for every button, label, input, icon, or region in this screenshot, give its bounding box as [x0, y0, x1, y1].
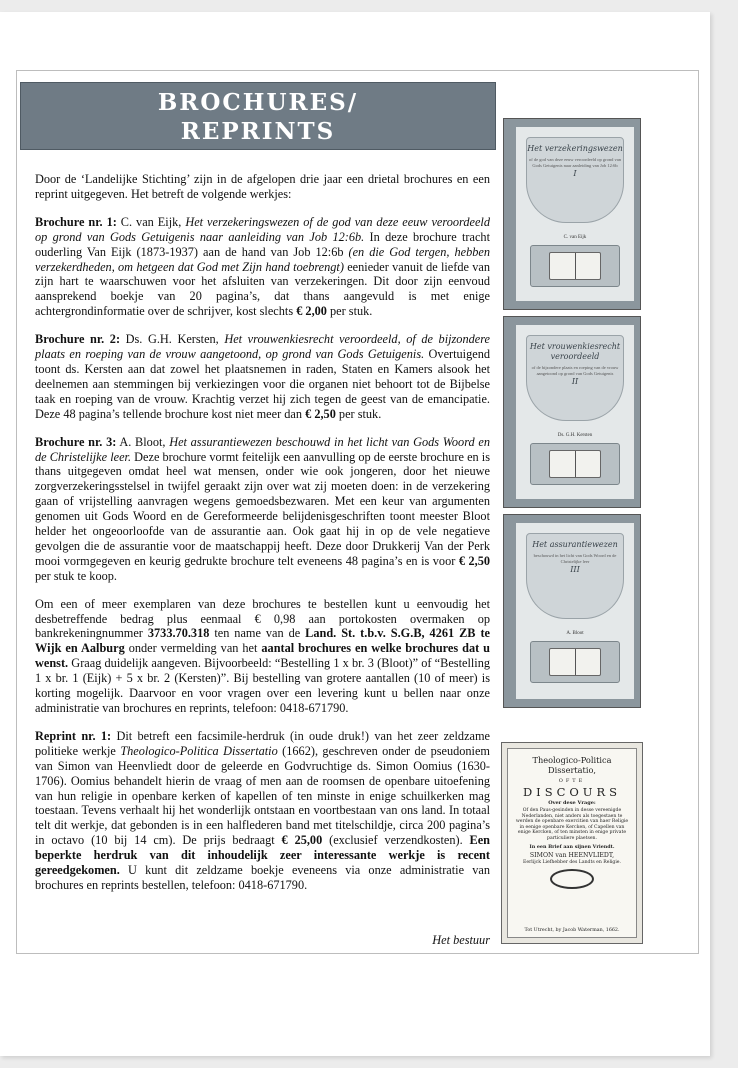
brochure-2-price: € 2,50: [305, 406, 336, 421]
brochure-1-paragraph: [35, 215, 490, 319]
brochure-1-text-3: per stuk.: [326, 304, 373, 319]
order-paragraph: [35, 597, 490, 716]
reprint-label: Reprint nr. 1:: [35, 728, 112, 743]
cover-2-numeral: II: [571, 377, 579, 386]
signature: Het bestuur: [432, 933, 490, 947]
brochure-1-author: C. van Eijk,: [116, 214, 186, 229]
title-page-line-4: Over dese Vrage:: [548, 800, 596, 806]
title-page-line-5: Of den Paus-gesinden in desse vereenigde Nederlanden, niet anders als toegestaen te werden de openbare exercitien van haer Religie in eenige openbare Kercken, of Capellen van enige Kercken, of ten minsten in enige private particuliere plaetsen.: [515, 808, 629, 841]
reprint-text: Dit betreft een facsimile-herdruk (in oude druk!) van het zeer zeldzame politieke werkje: [35, 728, 491, 758]
reprint-limited-note: Een beperkte herdruk van dit inhoudelijk zeer interessante werkje is recent gereedgekomen.: [35, 833, 491, 878]
open-bible-icon: [530, 443, 620, 485]
cover-3-title: Het assurantiewezen: [532, 540, 618, 549]
intro-paragraph: Door de ‘Landelijke Stichting’ zijn in de afgelopen drie jaar een drietal brochures en een reprint uitgegeven. Het betreft de volgende werkjes:: [35, 172, 490, 201]
brochure-3-text: Deze brochure vormt feitelijk een aanvulling op de eerste brochure en is thans uitgegeven omdat heel wat mensen, onder wie ook jongeren, door het nieuwe zorgverzekeringsstelsel in twijfel geraakt zijn over wat zij moeten doen: in de verzekering gaan of vrijstelling aanvragen wegens gemoedsbezwaren. Met een keur van argumenten genomen uit Gods Woord en de Gereformeerde belijdenisgeschriften toont meester Bloot helder het ongeoorloofde van de assurantie aan. Ook gaat hij in op de vele negatieve gevolgen die de assurantie voor de maatschappij heeft. Deze door Drukkerij Van der Perk mooi vormgegeven en keurig gedrukte brochure telt eveneens 48 pagina’s en is voor: [35, 449, 491, 568]
order-mention: aantal brochures en welke brochures dat u wenst.: [35, 641, 491, 671]
reprint-price: € 25,00: [281, 833, 323, 848]
reprint-title: Theologico-Politica Dissertatio: [120, 743, 278, 758]
cover-2-author: Ds. G.H. Kersten: [557, 433, 593, 438]
brochure-2-author: Ds. G.H. Kersten,: [120, 332, 225, 347]
reprint-text-3: (exclusief verzendkosten).: [322, 833, 470, 848]
brochure-1-price: € 2,00: [296, 304, 327, 319]
title-page-line-3: DISCOURS: [522, 785, 622, 799]
brochure-3-price: € 2,50: [458, 553, 490, 568]
open-bible-icon: [530, 641, 620, 683]
reprint-text-4: U kunt dit zeldzame boekje eveneens via onze administratie van brochures en reprints bestellen, telefoon: 0418-671790.: [35, 863, 490, 892]
cover-2-title: Het vrouwenkiesrecht veroordeeld: [529, 342, 621, 361]
cover-3-subtitle: beschouwd in het licht van Gods Woord en de Christelijke leer: [533, 553, 617, 564]
cover-2-subtitle: of de bijzondere plaats en roeping van de vrouw aangetoond op grond van Gods Getuigenis: [531, 365, 619, 376]
cover-1-title: Het verzekeringswezen: [527, 144, 623, 153]
cover-3-numeral: III: [570, 565, 580, 574]
brochure-1-label: Brochure nr. 1:: [35, 214, 117, 229]
brochure-3-cover-image: [503, 514, 641, 708]
title-page-line-2: OFTE: [558, 778, 586, 784]
order-text-4: Graag duidelijk aangeven. Bijvoorbeeld: “Bestelling 1 x br. 3 (Bloot)” of “Bestelling 1 x br. 1 (Eijk) + 5 x br. 2 (Kersten)”. Bij bestelling van grotere aantallen (10 of meer) is korting mogelijk. Daarvoor en voor vragen over een levering kunt u bellen naar onze administratie van brochures en reprints, telefoon: 0418-671790.: [35, 656, 490, 715]
brochure-1-text-2: eenieder vanuit de liefde van zijn hart te waarschuwen voor het afsluiten van verzekeringen. Dit door zijn eenvoud aansprekend boekje van 20 pagina’s, dat thans aangevuld is met enige achtergrondinformatie over de schrijver, kost slechts: [35, 259, 490, 319]
brochure-1-text: In deze brochure tracht ouderling Van Eijk (1873-1937) aan de hand van Job 12:6b: [35, 229, 490, 259]
brochure-3-title: Het assurantiewezen beschouwd in het licht van Gods Woord en de Christelijke leer.: [35, 434, 490, 464]
account-holder: Land. St. t.b.v. S.G.B, 4261 ZB te Wijk en Aalburg: [35, 626, 491, 656]
cover-shield: [526, 533, 624, 619]
order-text: Om een of meer exemplaren van deze brochures te bestellen kunt u eenvoudig het desbetreffende bedrag plus eenmaal € 0,98 aan portokosten overmaken op bankrekeningnummer: [35, 596, 490, 641]
bank-account-number: 3733.70.318: [147, 626, 210, 641]
brochure-3-label: Brochure nr. 3:: [35, 434, 117, 449]
reprint-paragraph: [35, 729, 490, 893]
cover-shield: [526, 335, 624, 421]
title-page-line-6: In een Brief aan sijnen Vriendt.: [529, 843, 615, 850]
brochure-1-title: Het verzekeringswezen of de god van deze eeuw veroordeeld op grond van Gods Getuigenis naar aanleiding van Job 12:6b.: [35, 214, 490, 244]
title-page-line-7: SIMON van HEENVLIEDT,: [529, 851, 615, 859]
heading-line-2: REPRINTS: [180, 118, 336, 145]
article-heading: [20, 82, 496, 150]
brochure-2-label: Brochure nr. 2:: [35, 332, 121, 347]
order-text-3: onder vermelding van het: [124, 641, 262, 656]
brochure-1-quote: (en die God tergen, hebben verzekerdheden, om hetgeen dat God met Zijn hand toebrengt): [35, 244, 490, 274]
cover-1-subtitle: of de god van deze eeuw veroordeeld op grond van Gods Getuigenis naar aanleiding van Job 12:6b: [528, 157, 622, 168]
brochure-2-text-2: per stuk.: [335, 406, 382, 421]
brochure-2-cover-image: [503, 316, 641, 508]
title-page-line-8: Eerlijck Liefhebber des Landts en Religie.: [523, 859, 621, 865]
article-body: [35, 172, 490, 906]
brochure-3-paragraph: [35, 435, 490, 584]
brochure-1-cover-image: [503, 118, 641, 310]
title-page-line-1: Theologico-Politica Dissertatio,: [532, 755, 612, 775]
heading-line-1: BROCHURES/: [157, 89, 359, 116]
order-text-2: ten name van de: [209, 626, 306, 641]
cover-1-numeral: I: [573, 169, 577, 178]
cover-shield: [526, 137, 624, 223]
cover-1-author: C. van Eijk: [563, 235, 587, 240]
title-page-imprint: Tot Utrecht, by Jacob Waterman, 1662.: [524, 928, 620, 933]
open-bible-icon: [530, 245, 620, 287]
brochure-3-text-2: per stuk te koop.: [35, 568, 117, 583]
brochure-2-title: Het vrouwenkiesrecht veroordeeld, of de bijzondere plaats en roeping van de vrouw aangetoond, op grond van Gods Getuigenis.: [35, 332, 490, 362]
brochure-2-paragraph: [35, 332, 490, 421]
printer-ornament-icon: [550, 869, 594, 889]
brochure-3-author: A. Bloot,: [116, 434, 170, 449]
brochure-2-text: Overtuigend toont ds. Kersten aan dat zowel het plaatsnemen in raden, Staten en Kamers alsook het deelnemen aan stemmingen bij verkiezingen voor die organen niet behoort tot de Bijbelse taak en roeping van de vrouw. Krachtig verzet hij zich tegen de geest van de emancipatie. Deze 48 pagina’s tellende brochure kost niet meer dan: [35, 347, 491, 421]
cover-3-author: A. Bloot: [566, 631, 584, 636]
reprint-title-page-image: [501, 742, 643, 944]
reprint-text-2: (1662), geschreven onder de pseudoniem van Simon van Heenvliedt door de geleerde en Godvruchtige ds. Simon Oomius (1630-1706). Oomius behandelt hierin de vraag of men aan de roomsen de openbare uitoefening van hun religie in openbare kerken of kapellen of ten minste in enige schuilkerken mag toestaan. Tevens verhaalt hij het wonderlijk ontstaan en voortbestaan van ons land. In totaal telt dit werkje, dat gebonden is in een halflederen band met titelschildje, circa 200 pagina’s in octavo (10 bij 14 cm). De prijs bedraagt: [35, 743, 490, 848]
